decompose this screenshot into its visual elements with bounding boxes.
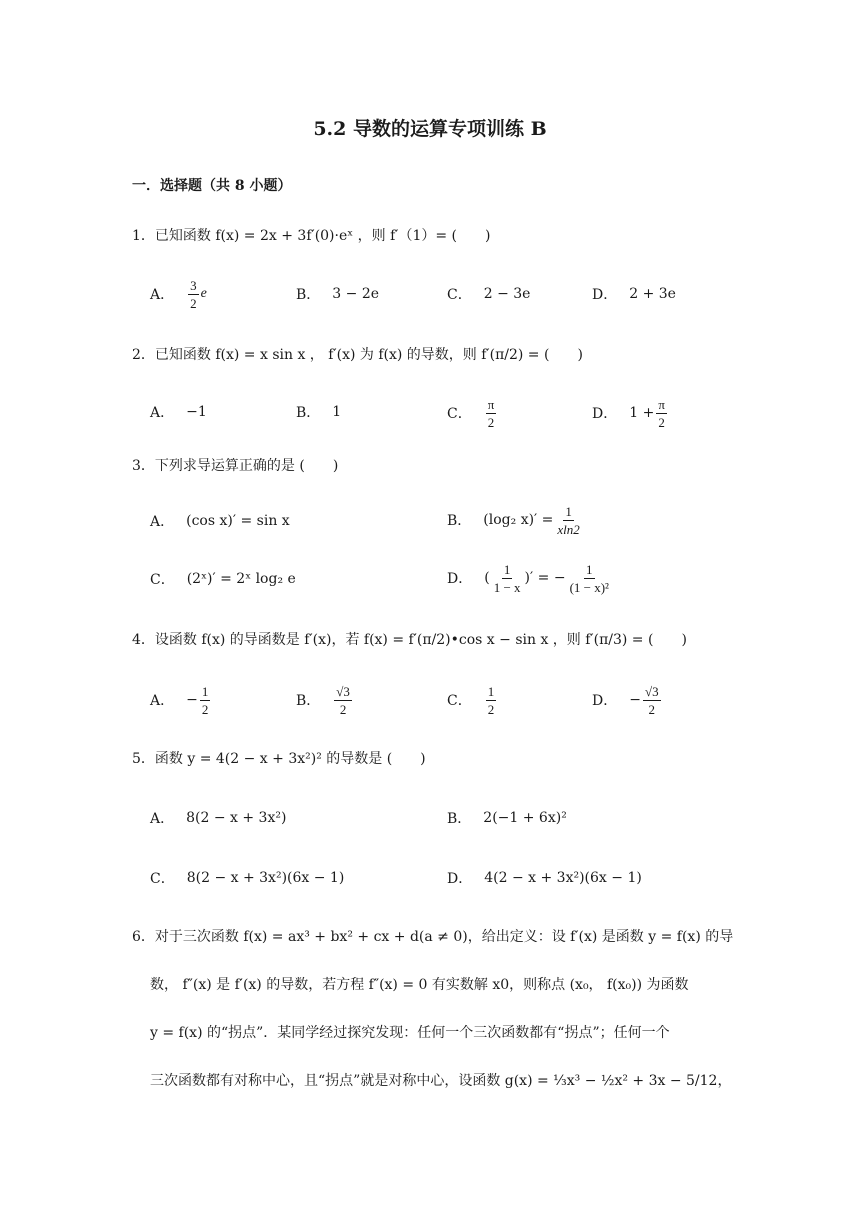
option-text: − — [186, 692, 198, 708]
question-1-option-d — [592, 284, 676, 304]
question-3-option-d — [447, 558, 613, 598]
option-label: C． — [447, 406, 472, 422]
question-1-option-a — [150, 274, 207, 314]
question-4-option-c — [447, 680, 498, 720]
question-4-option-a — [150, 680, 212, 720]
option-label: C． — [150, 871, 175, 887]
section-heading: 一．选择题（共 8 小题） — [132, 178, 292, 194]
option-text: 2 + 3e — [629, 286, 676, 302]
question-2-option-a — [150, 402, 207, 422]
fraction: $\frac{1}{1 - x}$ — [493, 561, 521, 595]
option-label: D． — [592, 693, 618, 709]
option-text: 3 − 2e — [332, 286, 380, 302]
option-text: − — [629, 692, 641, 708]
option-text: 2 − 3e — [483, 286, 531, 302]
question-6-line: 数， f″(x) 是 f′(x) 的导数，若方程 f″(x) = 0 有实数解 x0，则称点 (x₀， f(x₀)) 为函数 — [150, 977, 689, 993]
question-6-line: 6．对于三次函数 f(x) = ax³ + bx² + cx + d(a ≠ 0)，给出定义：设 f′(x) 是函数 y = f(x) 的导 — [132, 929, 734, 945]
option-text: −1 — [186, 404, 207, 420]
fraction: $\frac{1}{2}$ — [201, 683, 209, 717]
question-3-stem: 3．下列求导运算正确的是 ( ) — [132, 458, 339, 474]
question-2-option-c — [447, 393, 498, 433]
question-3-option-a — [150, 511, 290, 531]
option-label: C． — [447, 693, 472, 709]
question-4-stem: 4．设函数 f(x) 的导函数是 f′(x)，若 f(x) = f′(π/2)•cos x − sin x ，则 f′(π/3) = ( ) — [132, 632, 687, 648]
question-4-option-d — [592, 680, 663, 720]
option-label: B． — [296, 287, 321, 303]
question-3-option-c — [150, 569, 296, 589]
question-1-stem: 1．已知函数 f(x) = 2x + 3f′(0)·eˣ ，则 f′（1）= ( ) — [132, 228, 491, 244]
option-label: B． — [296, 693, 321, 709]
option-label: C． — [447, 287, 472, 303]
option-label: D． — [592, 406, 618, 422]
question-6-line: y = f(x) 的“拐点”．某同学经过探究发现：任何一个三次函数都有“拐点”；任何一个 — [150, 1025, 670, 1041]
option-label: C． — [150, 572, 175, 588]
option-label: A． — [150, 693, 175, 709]
option-text: 1 — [332, 404, 342, 420]
question-6-line: 三次函数都有对称中心，且“拐点”就是对称中心，设函数 g(x) = ⅓x³ − ½x² + 3x − 5/12， — [150, 1073, 732, 1089]
option-label: A． — [150, 811, 175, 827]
option-label: B． — [447, 513, 472, 529]
question-2-option-d — [592, 393, 669, 433]
option-text: 4(2 − x + 3x²)(6x − 1) — [484, 870, 642, 886]
question-2-option-b — [296, 402, 341, 422]
option-text: )′ = − — [524, 570, 566, 586]
option-text: e — [200, 286, 207, 301]
option-label: D． — [447, 871, 473, 887]
option-text: (2ˣ)′ = 2ˣ log₂ e — [186, 571, 296, 587]
option-label: D． — [447, 571, 473, 587]
question-1-option-b — [296, 284, 379, 304]
fraction: $\frac{\pi}{2}$ — [487, 396, 495, 430]
question-5-option-c — [150, 868, 344, 888]
question-4-option-b — [296, 680, 354, 720]
question-5-option-b — [447, 808, 567, 828]
question-3-option-b — [447, 500, 584, 540]
fraction: $\frac{3}{2}$ — [190, 277, 197, 311]
fraction: $\frac{√3}{2}$ — [336, 683, 350, 717]
page-title: 5.2 导数的运算专项训练 B — [313, 118, 547, 140]
fraction: $\frac{1}{xln2}$ — [557, 503, 580, 537]
option-text: (log₂ x)′ = — [483, 512, 554, 528]
option-label: D． — [592, 287, 618, 303]
fraction: $\frac{1}{2}$ — [487, 683, 495, 717]
option-label: B． — [296, 405, 321, 421]
question-5-option-a — [150, 808, 286, 828]
question-2-stem: 2．已知函数 f(x) = x sin x ， f′(x) 为 f(x) 的导数，则 f′(π/2) = ( ) — [132, 347, 583, 363]
option-text: 8(2 − x + 3x²)(6x − 1) — [186, 870, 345, 886]
fraction: $\frac{√3}{2}$ — [644, 683, 659, 717]
fraction: $\frac{1}{\text{(1 − x)²}}$ — [569, 561, 609, 595]
question-5-stem: 5．函数 y = 4(2 − x + 3x²)² 的导数是 ( ) — [132, 751, 426, 767]
option-label: A． — [150, 405, 175, 421]
question-1-option-c — [447, 284, 530, 304]
question-6-stem — [132, 913, 732, 1105]
option-label: A． — [150, 514, 175, 530]
fraction: $\frac{\pi}{2}$ — [658, 396, 665, 430]
option-text: 2(−1 + 6x)² — [483, 810, 567, 826]
option-text: 1 + — [629, 405, 655, 421]
option-text: (cos x)′ = sin x — [186, 513, 290, 529]
question-5-option-d — [447, 868, 642, 888]
option-label: A． — [150, 287, 175, 303]
option-label: B． — [447, 811, 472, 827]
option-text: 8(2 − x + 3x²) — [186, 810, 287, 826]
option-text: ( — [484, 570, 490, 586]
